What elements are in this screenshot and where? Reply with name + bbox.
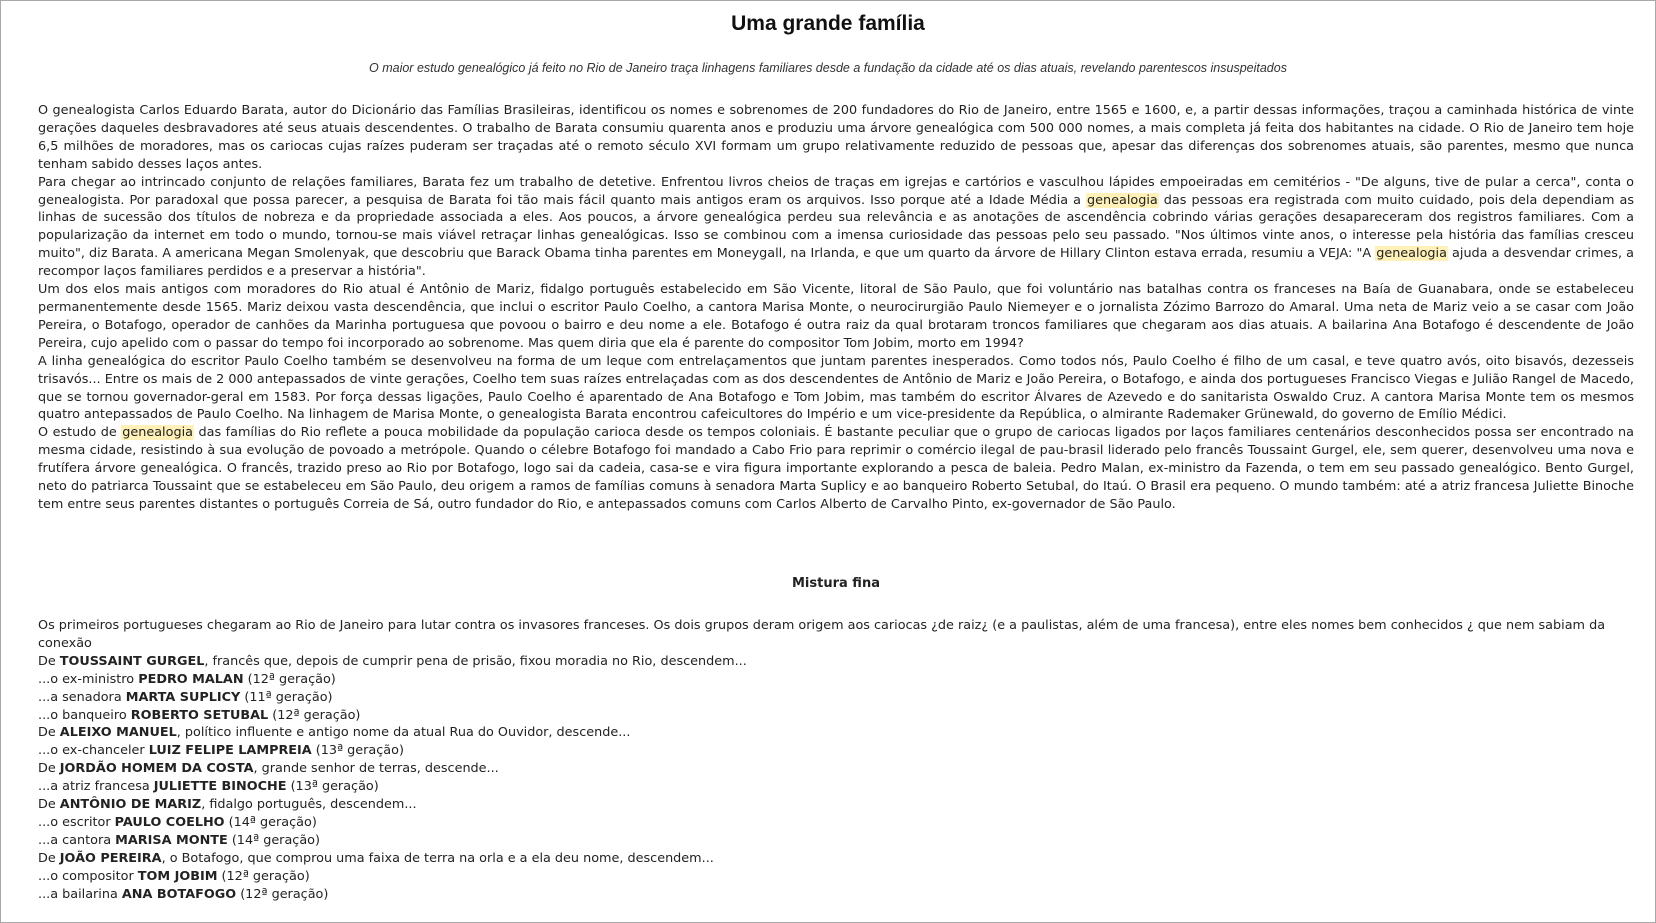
paragraph [38,424,1634,514]
list-item [38,868,1634,886]
list-item [38,760,1634,778]
line-prefix: De [38,725,60,741]
paragraph [38,353,1634,425]
line-suffix: (11ª geração) [240,689,333,705]
section-intro: Os primeiros portugueses chegaram ao Rio de Janeiro para lutar contra os invasores franceses. Os dois grupos deram origem aos cariocas ¿de raiz¿ (e a paulistas, além de uma francesa), entre eles nomes bem conhecidos ¿ que nem sabiam da conexão [38,618,1606,651]
list-item [38,724,1634,742]
article-body [38,102,1634,514]
text-run: A linha genealógica do escritor Paulo Coelho também se desenvolveu na forma de um leque com entrelaçamentos que juntam parentes inesperados. Como todos nós, Paulo Coelho é filho de um casal, e teve quatro avós, oito bisavós, dezesseis trisavós... Entre os mais de 2 000 antepassados de vinte gerações, Coelho tem suas raízes entrelaçadas com as dos descendentes de Antônio de Mariz e João Pereira, o Botafogo, e ainda dos portugueses Francisco Viegas e Julião Rangel de Macedo, que se tornou governador-geral em 1583. Por força dessas ligações, Paulo Coelho é aparentado de Ana Botafogo e Tom Jobim, mas também do escritor Álvares de Azevedo e do sanitarista Oswaldo Cruz. A cantora Marisa Monte tem os mesmos quatro antepassados de Paulo Coelho. Na linhagem de Marisa Monte, o genealogista Barata encontrou cafeicultores do Império e um vice-presidente da República, o almirante Rademaker Grünewald, do governo de Emílio Médici. [38,353,1634,423]
line-suffix: , grande senhor de terras, descende... [253,761,499,777]
line-prefix: ...o escritor [38,814,115,830]
section-heading: Mistura fina [792,576,880,591]
line-suffix: (12ª geração) [236,886,329,902]
person-name: ALEIXO MANUEL [59,725,177,741]
line-prefix: ...o banqueiro [38,707,131,723]
person-name: ROBERTO SETUBAL [130,707,269,723]
line-prefix: De [38,797,60,813]
line-prefix: De [38,653,60,669]
line-prefix: De [38,850,60,866]
text-run: Para chegar ao intrincado conjunto de relações familiares, Barata fez um trabalho de detetive. Enfrentou livros cheios de traças em igrejas e cartórios e vasculhou lápides empoeiradas em cemitérios - "De alguns, tive de pular a cerca", conta o genealogista. Por paradoxal que possa parecer, a pesquisa de Barata foi tão mais fácil quanto mais antigos eram os arquivos. Isso porque até a Idade Média a [38,174,1634,208]
line-suffix: , fidalgo português, descendem... [201,797,417,813]
line-suffix: (13ª geração) [286,779,379,795]
line-suffix: , político influente e antigo nome da atual Rua do Ouvidor, descende... [176,725,631,741]
line-prefix: ...a atriz francesa [38,779,154,795]
text-run: ajuda a desvendar crimes, a recompor laços familiares perdidos e a preservar a história". [38,246,1634,280]
line-suffix: (14ª geração) [224,814,317,830]
person-name: JULIETTE BINOCHE [153,779,287,795]
line-suffix: (12ª geração) [268,707,361,723]
list-item [38,796,1634,814]
line-prefix: De [38,761,60,777]
line-suffix: (13ª geração) [311,743,404,759]
list-item [38,653,1634,671]
person-name: ANA BOTAFOGO [121,886,237,902]
person-name: JORDÃO HOMEM DA COSTA [59,761,254,777]
list-item [38,778,1634,796]
list-item [38,850,1634,868]
person-name: MARTA SUPLICY [125,689,241,705]
list-item [38,832,1634,850]
highlighted-term: genealogia [1087,192,1158,208]
paragraph [38,281,1634,353]
line-suffix: , o Botafogo, que comprou uma faixa de terra na orla e a ela deu nome, descendem... [161,850,714,866]
person-name: MARISA MONTE [115,832,228,848]
list-item [38,689,1634,707]
text-run: das pessoas era registrada com muito cuidado, pois dela dependiam as linhas de sucessão dos títulos de nobreza e da propriedade associada a eles. Aos poucos, a árvore genealógica perdeu sua relevância e as anotações de ascendência cobrindo várias gerações desapareceram dos registros familiares. Com a popularização da internet em todo o mundo, tornou-se mais viável retraçar linhas genealógicas. Isso se combinou com a imensa curiosidade das pessoas pelo seu passado. "Nos últimos vinte anos, o interesse pela história das famílias cresceu muito", diz Barata. A americana Megan Smolenyak, que descobriu que Barack Obama tinha parentes em Moneygall, na Irlanda, e que um quarto da árvore de Hillary Clinton estava errada, resumiu a VEJA: "A [38,192,1634,262]
list-item [38,707,1634,725]
line-suffix: (14ª geração) [227,832,320,848]
page-subtitle: O maior estudo genealógico já feito no Rio de Janeiro traça linhagens familiares desde a fundação da cidade até os dias atuais, revelando parentescos insuspeitados [369,61,1287,75]
line-prefix: ...a bailarina [38,886,122,902]
line-suffix: (12ª geração) [217,868,310,884]
list-item [38,742,1634,760]
person-name: TOUSSAINT GURGEL [59,653,205,669]
list-item [38,886,1634,904]
person-name: PEDRO MALAN [138,671,244,687]
highlighted-term: genealogia [1376,246,1447,262]
list-item [38,671,1634,689]
person-name: TOM JOBIM [137,868,218,884]
line-suffix: (12ª geração) [243,671,336,687]
list-item [38,814,1634,832]
highlighted-term: genealogia [122,425,193,441]
page-title: Uma grande família [731,12,925,35]
line-prefix: ...o ex-chanceler [38,743,149,759]
genealogy-list [38,653,1634,904]
person-name: JOÃO PEREIRA [59,850,162,866]
line-prefix: ...a senadora [38,689,126,705]
person-name: PAULO COELHO [114,814,225,830]
person-name: LUIZ FELIPE LAMPREIA [148,743,312,759]
text-run: das famílias do Rio reflete a pouca mobilidade da população carioca desde os tempos coloniais. É bastante peculiar que o grupo de cariocas ligados por laços familiares centenários desconhecidos possa ser encontrado na mesma cidade, resistindo à sua evolução de povoado a metrópole. Quando o célebre Botafogo foi mandado a Cabo Frio para reprimir o comércio ilegal de pau-brasil liderado pelo francês Toussaint Gurgel, ele, sem querer, desenvolveu uma nova e frutífera árvore genealógica. O francês, trazido preso ao Rio por Botafogo, logo sai da cadeia, casa-se e vira figura importante explorando a pesca de baleia. Pedro Malan, ex-ministro da Fazenda, o tem em seu passado genealógico. Bento Gurgel, neto do patriarca Toussaint que se estabeleceu em São Paulo, deu origem a ramos de famílias comuns à senadora Marta Suplicy e ao banqueiro Roberto Setubal, do Itaú. O Brasil era pequeno. O mundo também: até a atriz francesa Juliette Binoche tem entre seus parentes distantes o português Correia de Sá, outro fundador do Rio, e antepassados comuns com Carlos Alberto de Carvalho Pinto, ex-governador de São Paulo. [38,425,1634,512]
text-run: O estudo de [38,425,122,441]
text-run: Um dos elos mais antigos com moradores do Rio atual é Antônio de Mariz, fidalgo português estabelecido em São Vicente, litoral de São Paulo, que foi voluntário nas batalhas contra os franceses na Baía de Guanabara, onde se estabeleceu permanentemente desde 1565. Mariz deixou vasta descendência, que inclui o escritor Paulo Coelho, a cantora Marisa Monte, o neurocirurgião Paulo Niemeyer e o jornalista Zózimo Barrozo do Amaral. Uma neta de Mariz veio a se casar com João Pereira, o Botafogo, operador de canhões da Marinha portuguesa que povoou o bairro e deu nome a ele. Botafogo é outra raiz da qual brotaram troncos familiares que chegaram aos dias atuais. A bailarina Ana Botafogo é descendente de João Pereira, cujo apelido com o passar do tempo foi incorporado ao sobrenome. Mas quem diria que ela é parente do compositor Tom Jobim, morto em 1994? [38,282,1634,351]
paragraph [38,102,1634,174]
paragraph [38,174,1634,281]
text-run: O genealogista Carlos Eduardo Barata, autor do Dicionário das Famílias Brasileiras, identificou os nomes e sobrenomes de 200 fundadores do Rio de Janeiro, entre 1565 e 1600, e, a partir dessas informações, traçou a caminhada histórica de vinte gerações daqueles desbravadores até seus atuais descendentes. O trabalho de Barata consumiu quarenta anos e produziu uma árvore genealógica com 500 000 nomes, a mais completa já feita dos habitantes na cidade. O Rio de Janeiro tem hoje 6,5 milhões de moradores, mas os cariocas cujas raízes puderam ser traçadas até o remoto século XVI formam um grupo relativamente reduzido de pessoas que, apesar das diferenças dos sobrenomes atuais, são parentes, mesmo que nunca tenham sabido desses laços antes. [38,103,1634,172]
line-prefix: ...o ex-ministro [38,671,139,687]
line-prefix: ...o compositor [38,868,138,884]
genealogy-section [38,617,1634,904]
person-name: ANTÔNIO DE MARIZ [59,797,202,813]
line-prefix: ...a cantora [38,832,116,848]
line-suffix: , francês que, depois de cumprir pena de prisão, fixou moradia no Rio, descendem... [204,653,747,669]
